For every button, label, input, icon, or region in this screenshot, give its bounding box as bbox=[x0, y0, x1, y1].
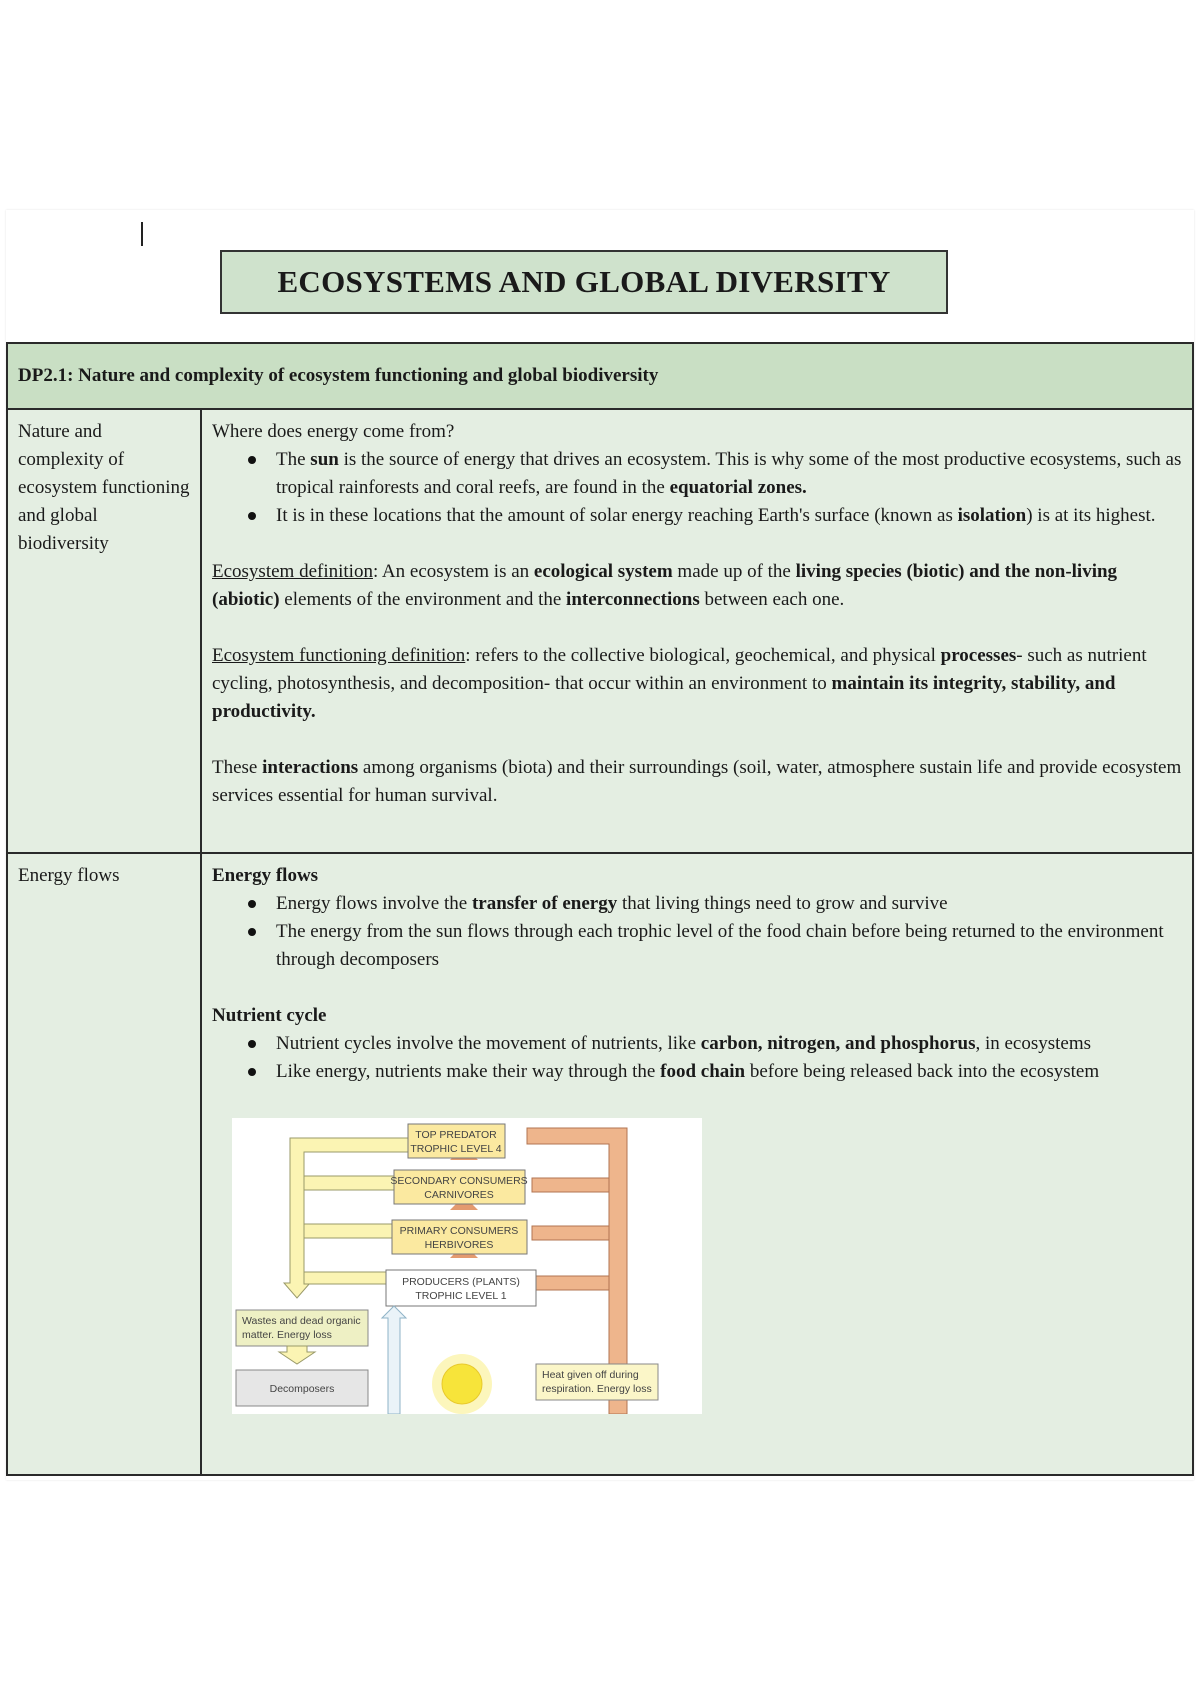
row-content bbox=[201, 853, 1193, 1475]
carnivores-label: CARNIVORES bbox=[424, 1189, 494, 1201]
row-label: Energy flows bbox=[7, 853, 201, 1475]
wastes-label: Wastes and dead organic bbox=[242, 1315, 361, 1327]
respiration-label: respiration. Energy loss bbox=[542, 1383, 652, 1395]
nutrient-cycle-list bbox=[212, 1030, 1182, 1086]
list-item: The sun is the source of energy that drives an ecosystem. This is why some of the most productive ecosystems, such as tropical rainforests and coral reefs, are found in the equatorial zones. bbox=[276, 446, 1182, 502]
sun-icon bbox=[442, 1364, 482, 1404]
producers-label: PRODUCERS (PLANTS) bbox=[402, 1276, 520, 1288]
decomposers-label: Decomposers bbox=[269, 1383, 335, 1395]
trophic-level-4-label: TROPHIC LEVEL 4 bbox=[410, 1143, 502, 1155]
row-label: Nature and complexity of ecosystem functioning and global biodiversity bbox=[7, 409, 201, 853]
list-item: It is in these locations that the amount of solar energy reaching Earth's surface (known as isolation) is at its highest. bbox=[276, 502, 1182, 530]
top-predator-label: TOP PREDATOR bbox=[415, 1129, 497, 1141]
energy-flows-heading: Energy flows bbox=[212, 865, 319, 886]
section-heading: DP2.1: Nature and complexity of ecosystem functioning and global biodiversity bbox=[7, 343, 1193, 409]
functioning-definition: Ecosystem functioning definition: refers to the collective biological, geochemical, and physical processes- such as nutrient cycling, photosynthesis, and decomposition- that occur within an environment to maintain its integrity, stability, and productivity. bbox=[212, 645, 1147, 722]
interactions-paragraph: These interactions among organisms (biota) and their surroundings (soil, water, atmosphere sustain life and provide ecosystem services essential for human survival. bbox=[212, 757, 1182, 806]
table-row bbox=[7, 409, 1193, 853]
text-cursor bbox=[141, 222, 143, 246]
energy-flow-diagram bbox=[232, 1118, 702, 1414]
energy-loss-label: matter. Energy loss bbox=[242, 1329, 332, 1341]
energy-source-list bbox=[212, 446, 1182, 530]
secondary-consumers-label: SECONDARY CONSUMERS bbox=[390, 1175, 528, 1187]
row-content bbox=[201, 409, 1193, 853]
list-item: The energy from the sun flows through each trophic level of the food chain before being returned to the environment through decomposers bbox=[276, 918, 1182, 974]
list-item: Like energy, nutrients make their way through the food chain before being released back into the ecosystem bbox=[276, 1058, 1182, 1086]
heat-label: Heat given off during bbox=[542, 1369, 639, 1381]
table-row bbox=[7, 853, 1193, 1475]
nutrient-cycle-heading: Nutrient cycle bbox=[212, 1005, 327, 1026]
list-item: Nutrient cycles involve the movement of nutrients, like carbon, nitrogen, and phosphorus, in ecosystems bbox=[276, 1030, 1182, 1058]
document-title: ECOSYSTEMS AND GLOBAL DIVERSITY bbox=[220, 250, 948, 314]
ecosystem-definition: Ecosystem definition: An ecosystem is an ecological system made up of the living species (biotic) and the non-living (abiotic) elements of the environment and the interconnections between each one. bbox=[212, 561, 1118, 610]
energy-flow-diagram-svg bbox=[232, 1118, 702, 1414]
content-table bbox=[6, 342, 1194, 1476]
energy-flows-list bbox=[212, 890, 1182, 974]
list-item: Energy flows involve the transfer of energy that living things need to grow and survive bbox=[276, 890, 1182, 918]
energy-source-question: Where does energy come from? bbox=[212, 421, 455, 442]
trophic-level-1-label: TROPHIC LEVEL 1 bbox=[415, 1290, 507, 1302]
primary-consumers-label: PRIMARY CONSUMERS bbox=[399, 1225, 519, 1237]
herbivores-label: HERBIVORES bbox=[424, 1239, 494, 1251]
